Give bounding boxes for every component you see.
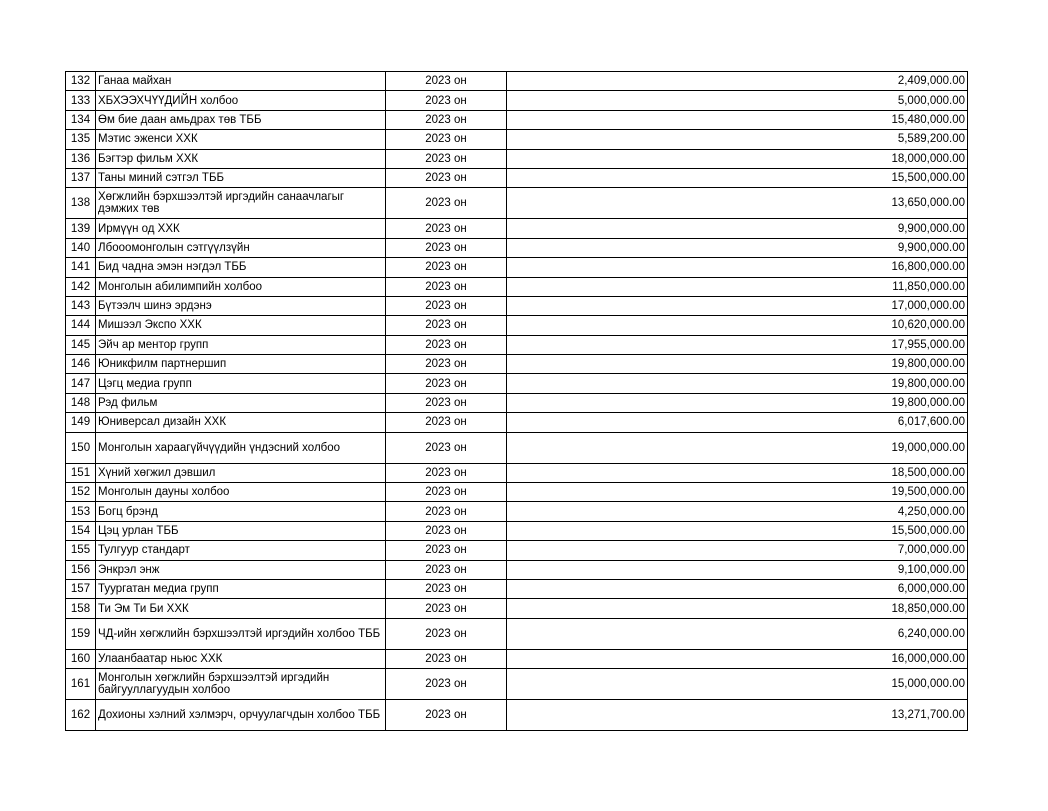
table-row: [66, 521, 968, 540]
year-cell: 2023 он: [386, 258, 507, 277]
row-number: 159: [66, 618, 96, 649]
amount-cell: 16,800,000.00: [507, 258, 968, 277]
row-number: 150: [66, 432, 96, 463]
year-cell: 2023 он: [386, 700, 507, 731]
amount-cell: 19,800,000.00: [507, 393, 968, 412]
row-number: 146: [66, 355, 96, 374]
year-cell: 2023 он: [386, 541, 507, 560]
row-number: 153: [66, 502, 96, 521]
year-cell: 2023 он: [386, 502, 507, 521]
year-cell: 2023 он: [386, 599, 507, 618]
table-row: [66, 374, 968, 393]
organization-name: Улаанбаатар ньюс ХХК: [96, 649, 386, 668]
year-cell: 2023 он: [386, 649, 507, 668]
table-row: [66, 168, 968, 187]
table-row: [66, 618, 968, 649]
year-cell: 2023 он: [386, 91, 507, 110]
amount-cell: 6,017,600.00: [507, 413, 968, 432]
amount-cell: 18,000,000.00: [507, 149, 968, 168]
table-row: [66, 700, 968, 731]
table-row: [66, 483, 968, 502]
organization-name: Монголын хараагүйчүүдийн үндэсний холбоо: [96, 432, 386, 463]
amount-cell: 19,000,000.00: [507, 432, 968, 463]
row-number: 143: [66, 296, 96, 315]
table-row: [66, 238, 968, 257]
amount-cell: 10,620,000.00: [507, 316, 968, 335]
organization-name: Мишээл Экспо ХХК: [96, 316, 386, 335]
organization-name: Бэгтэр фильм ХХК: [96, 149, 386, 168]
amount-cell: 15,000,000.00: [507, 669, 968, 700]
organization-name: Монголын хөгжлийн бэрхшээлтэй иргэдийн байгууллагуудын холбоо: [96, 669, 386, 700]
row-number: 152: [66, 483, 96, 502]
amount-cell: 17,955,000.00: [507, 335, 968, 354]
row-number: 160: [66, 649, 96, 668]
table-row: [66, 413, 968, 432]
table-row: [66, 463, 968, 482]
amount-cell: 2,409,000.00: [507, 72, 968, 91]
row-number: 161: [66, 669, 96, 700]
organization-name: Бүтээлч шинэ эрдэнэ: [96, 296, 386, 315]
row-number: 156: [66, 560, 96, 579]
year-cell: 2023 он: [386, 149, 507, 168]
grant-table: [65, 71, 968, 731]
amount-cell: 5,589,200.00: [507, 130, 968, 149]
table-row: [66, 432, 968, 463]
year-cell: 2023 он: [386, 238, 507, 257]
year-cell: 2023 он: [386, 219, 507, 238]
amount-cell: 9,900,000.00: [507, 238, 968, 257]
table-row: [66, 669, 968, 700]
amount-cell: 4,250,000.00: [507, 502, 968, 521]
organization-name: Ти Эм Ти Би ХХК: [96, 599, 386, 618]
amount-cell: 19,500,000.00: [507, 483, 968, 502]
amount-cell: 17,000,000.00: [507, 296, 968, 315]
year-cell: 2023 он: [386, 413, 507, 432]
year-cell: 2023 он: [386, 521, 507, 540]
organization-name: Таны миний сэтгэл ТББ: [96, 168, 386, 187]
year-cell: 2023 он: [386, 277, 507, 296]
table-row: [66, 149, 968, 168]
year-cell: 2023 он: [386, 168, 507, 187]
year-cell: 2023 он: [386, 335, 507, 354]
organization-name: Рэд фильм: [96, 393, 386, 412]
organization-name: Юникфилм партнершип: [96, 355, 386, 374]
table-row: [66, 316, 968, 335]
table-row: [66, 599, 968, 618]
year-cell: 2023 он: [386, 618, 507, 649]
organization-name: Дохионы хэлний хэлмэрч, орчуулагчдын холбоо ТББ: [96, 700, 386, 731]
amount-cell: 19,800,000.00: [507, 355, 968, 374]
year-cell: 2023 он: [386, 483, 507, 502]
organization-name: Хүний хөгжил дэвшил: [96, 463, 386, 482]
organization-name: ХБХЭЭХЧҮҮДИЙН холбоо: [96, 91, 386, 110]
table-row: [66, 258, 968, 277]
amount-cell: 9,900,000.00: [507, 219, 968, 238]
year-cell: 2023 он: [386, 432, 507, 463]
row-number: 136: [66, 149, 96, 168]
table-row: [66, 296, 968, 315]
amount-cell: 13,650,000.00: [507, 188, 968, 219]
organization-name: Монголын дауны холбоо: [96, 483, 386, 502]
organization-name: Цэц урлан ТББ: [96, 521, 386, 540]
table-row: [66, 277, 968, 296]
table-row: [66, 72, 968, 91]
row-number: 138: [66, 188, 96, 219]
table-row: [66, 502, 968, 521]
row-number: 142: [66, 277, 96, 296]
table-row: [66, 110, 968, 129]
table-row: [66, 649, 968, 668]
amount-cell: 18,850,000.00: [507, 599, 968, 618]
row-number: 133: [66, 91, 96, 110]
table-row: [66, 188, 968, 219]
organization-name: Ганаа майхан: [96, 72, 386, 91]
organization-name: Цэгц медиа групп: [96, 374, 386, 393]
row-number: 155: [66, 541, 96, 560]
amount-cell: 19,800,000.00: [507, 374, 968, 393]
year-cell: 2023 он: [386, 669, 507, 700]
row-number: 140: [66, 238, 96, 257]
organization-name: ЧД-ийн хөгжлийн бэрхшээлтэй иргэдийн холбоо ТББ: [96, 618, 386, 649]
table-row: [66, 335, 968, 354]
organization-name: Юниверсал дизайн ХХК: [96, 413, 386, 432]
organization-name: Бид чадна эмэн нэгдэл ТББ: [96, 258, 386, 277]
amount-cell: 6,240,000.00: [507, 618, 968, 649]
organization-name: Лбооомонголын сэтгүүлзүйн: [96, 238, 386, 257]
year-cell: 2023 он: [386, 316, 507, 335]
row-number: 145: [66, 335, 96, 354]
amount-cell: 5,000,000.00: [507, 91, 968, 110]
year-cell: 2023 он: [386, 188, 507, 219]
table-row: [66, 393, 968, 412]
organization-name: Энкрэл энж: [96, 560, 386, 579]
row-number: 139: [66, 219, 96, 238]
organization-name: Эйч ар ментор групп: [96, 335, 386, 354]
organization-name: Өм бие даан амьдрах төв ТББ: [96, 110, 386, 129]
organization-name: Хөгжлийн бэрхшээлтэй иргэдийн санаачлагыг дэмжих төв: [96, 188, 386, 219]
row-number: 148: [66, 393, 96, 412]
table-row: [66, 541, 968, 560]
row-number: 147: [66, 374, 96, 393]
year-cell: 2023 он: [386, 355, 507, 374]
table-row: [66, 355, 968, 374]
row-number: 162: [66, 700, 96, 731]
year-cell: 2023 он: [386, 72, 507, 91]
table-row: [66, 579, 968, 598]
organization-name: Тулгуур стандарт: [96, 541, 386, 560]
row-number: 141: [66, 258, 96, 277]
organization-name: Мэтис эженси ХХК: [96, 130, 386, 149]
row-number: 154: [66, 521, 96, 540]
row-number: 151: [66, 463, 96, 482]
table-row: [66, 130, 968, 149]
year-cell: 2023 он: [386, 393, 507, 412]
amount-cell: 15,480,000.00: [507, 110, 968, 129]
year-cell: 2023 он: [386, 130, 507, 149]
amount-cell: 13,271,700.00: [507, 700, 968, 731]
year-cell: 2023 он: [386, 110, 507, 129]
row-number: 144: [66, 316, 96, 335]
amount-cell: 18,500,000.00: [507, 463, 968, 482]
amount-cell: 15,500,000.00: [507, 168, 968, 187]
row-number: 158: [66, 599, 96, 618]
amount-cell: 16,000,000.00: [507, 649, 968, 668]
year-cell: 2023 он: [386, 560, 507, 579]
row-number: 137: [66, 168, 96, 187]
year-cell: 2023 он: [386, 463, 507, 482]
row-number: 132: [66, 72, 96, 91]
organization-name: Туургатан медиа групп: [96, 579, 386, 598]
organization-name: Богц брэнд: [96, 502, 386, 521]
table-body: [66, 72, 968, 731]
row-number: 149: [66, 413, 96, 432]
table-row: [66, 560, 968, 579]
amount-cell: 9,100,000.00: [507, 560, 968, 579]
amount-cell: 6,000,000.00: [507, 579, 968, 598]
row-number: 135: [66, 130, 96, 149]
organization-name: Монголын абилимпийн холбоо: [96, 277, 386, 296]
table-row: [66, 91, 968, 110]
row-number: 134: [66, 110, 96, 129]
organization-name: Ирмүүн од ХХК: [96, 219, 386, 238]
amount-cell: 15,500,000.00: [507, 521, 968, 540]
amount-cell: 7,000,000.00: [507, 541, 968, 560]
amount-cell: 11,850,000.00: [507, 277, 968, 296]
table-row: [66, 219, 968, 238]
year-cell: 2023 он: [386, 579, 507, 598]
row-number: 157: [66, 579, 96, 598]
year-cell: 2023 он: [386, 296, 507, 315]
year-cell: 2023 он: [386, 374, 507, 393]
